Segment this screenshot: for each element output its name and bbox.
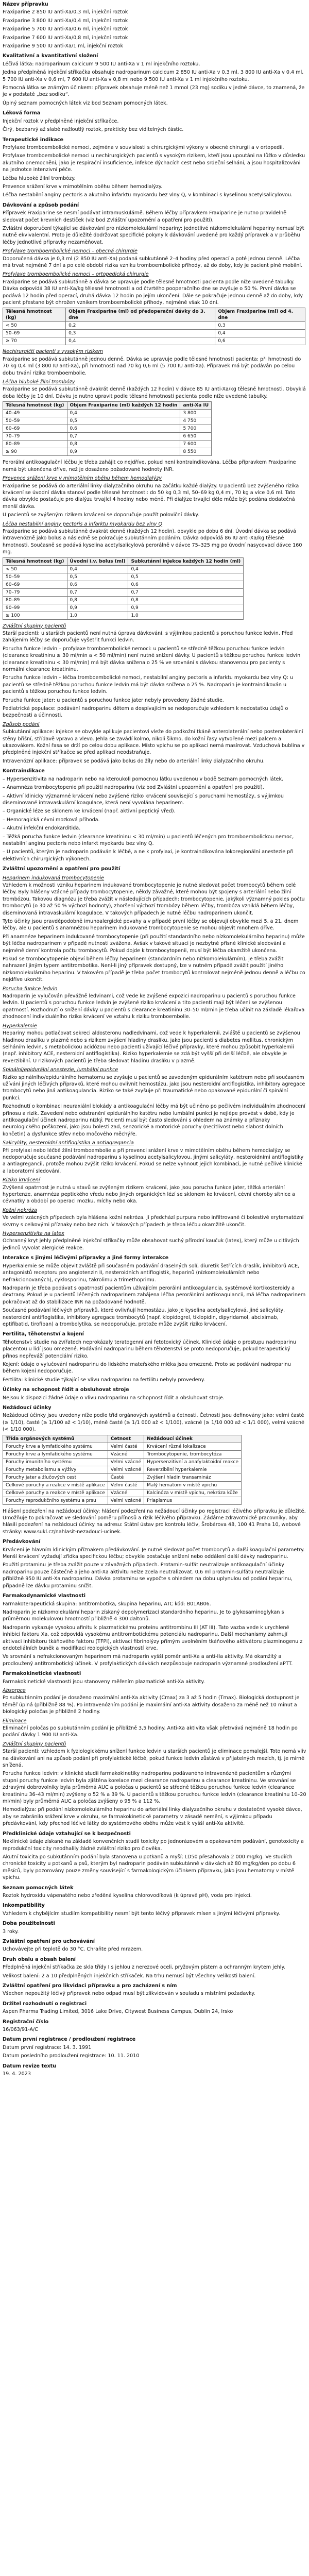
table-head bbox=[3, 557, 244, 565]
table-cell: 60–69 bbox=[3, 425, 67, 433]
paragraph: Použití protaminu je třeba zvážit pouze v závažných případech. Protamin-sulfát neutralizuje antikoagulační účinky nadroparinu pouze částečně a jeho anti-Xa aktivitu nelze zcela neutralizovat. 0,6 ml protamin-sulfátu neutralizuje přibližně 950 IU anti-Xa nadroparinu. Dávka protaminu se vypočte s ohledem na dobu uplynulou od podání heparinu, případně lze dávku protaminu snížit. bbox=[3, 1562, 293, 1589]
table-cell: 0,8 bbox=[67, 440, 180, 448]
table-header-cell: anti-Xa IU bbox=[180, 402, 212, 410]
table-cell: Vzácné bbox=[108, 1450, 144, 1458]
subheading: Zvláštní skupiny pacientů bbox=[3, 623, 66, 629]
subheading: Heparinem indukovaná trombocytopenie bbox=[3, 875, 105, 881]
table-row bbox=[3, 440, 212, 448]
paragraph: Uchovávejte při teplotě do 30 °C. Chraňte před mrazem. bbox=[3, 1946, 143, 1953]
section-heading: Nežádoucí účinky bbox=[3, 1405, 52, 1411]
table-cell: 8 550 bbox=[180, 448, 212, 456]
table-head bbox=[3, 1435, 242, 1443]
paragraph: Rozhodnutí o kombinaci neuraxiální blokády a antikoagulační léčby má být učiněno po pečlivém individuálním zhodnocení přínosu a rizik. Zavedení nebo odstranění epidurálního katétru nebo lumbální punkci je nejlépe provést v době, kdy je antikoagulační účinek nadroparinu nízký. Pacienti musí být často sledováni s ohledem na známky a příznaky neurologického poškození, jako jsou bolesti zad, senzorické a motorické poruchy (necitlivost nebo slabost dolních končetin) a dysfunkce střev nebo močového měchýře. bbox=[3, 1104, 305, 1137]
table-cell: 0,8 bbox=[67, 596, 128, 604]
paragraph: Krvácení je hlavním klinickým příznakem předávkování. Je nutné sledovat počet trombocytů a další koagulační parametry. Menší krvácení vyžadují zřídka specifickou léčbu; obvykle postačuje snížení nebo oddálení další dávky nadroparinu. bbox=[3, 1547, 305, 1560]
data-table bbox=[3, 557, 244, 620]
table-row bbox=[3, 1458, 242, 1466]
table-row bbox=[3, 410, 212, 417]
paragraph: Porucha funkce ledvin: v klinické studii farmakokinetiky nadroparinu podávaného intravenózně pacientům s různými stupni poruchy funkce ledvin byla zjištěna korelace mezi clearance nadroparinu a clearance kreatininu. Ve srovnání se zdravými dobrovolníky byla průměrná AUC a poločas u pacientů se středně těžkou poruchou funkce ledvin (clearance kreatininu 36–43 ml/min) zvýšeny o 52 % a 39 %. U pacientů s těžkou poruchou funkce ledvin (clearance kreatininu 10–20 ml/min) byly průměrná AUC a poločas zvýšeny o 95 % a 112 %. bbox=[3, 1771, 306, 1805]
paragraph: Profylaxe tromboembolické nemoci, zejména v souvislosti s chirurgickými výkony v obecné chirurgii a v ortopedii. bbox=[3, 144, 284, 150]
paragraph: Vzhledem k chybějícím studiím kompatibility nesmí být tento léčivý přípravek mísen s jinými léčivými přípravky. bbox=[3, 1910, 280, 1917]
paragraph: – Hemoragická cévní mozková příhoda. bbox=[3, 817, 100, 823]
table-row bbox=[3, 596, 244, 604]
paragraph: Subkutánní aplikace: injekce se obvykle aplikuje pacientovi vleže do podkožní tkáně anterolaterální nebo posterolaterální stěny břišní, střídavě vpravo a vlevo. Jehla se zavádí kolmo, nikoli šikmo, do kožní řasy vytvořené mezi palcem a ukazovákem. Kožní řasa se drží po celou dobu aplikace. Místo vpichu se po aplikaci nemá masírovat. Vzduchová bublina v předplněné injekční stříkačce se před aplikací neodstraňuje. bbox=[3, 729, 305, 756]
paragraph: 3 roky. bbox=[3, 1928, 19, 1935]
table-row bbox=[3, 322, 305, 330]
section-heading: Dávkování a způsob podání bbox=[3, 202, 79, 208]
table-cell: Trombocytopenie, trombocytóza bbox=[144, 1450, 242, 1458]
table-cell: 7 600 bbox=[180, 440, 212, 448]
table-cell: Poruchy metabolismu a výživy bbox=[3, 1466, 108, 1473]
paragraph: – Organické léze se sklonem ke krvácení (např. aktivní peptický vřed). bbox=[3, 808, 176, 815]
table-cell: 0,5 bbox=[67, 417, 180, 425]
paragraph: Profylaxe tromboembolické nemoci u nechirurgických pacientů s vysokým rizikem, kteří jsou upoutáni na lůžko v důsledku akutního onemocnění, jako je respirační insuficience, infekce dýchacích cest nebo srdeční selhání, a jsou hospitalizováni na jednotce intenzivní péče. bbox=[3, 153, 305, 173]
section-heading: Interakce s jinými léčivými přípravky a jiné formy interakce bbox=[3, 1255, 169, 1261]
paragraph: Eliminační poločas po subkutánním podání je přibližně 3,5 hodiny. Anti-Xa aktivita však přetrvává nejméně 18 hodin po podání dávky 1 900 IU anti-Xa. bbox=[3, 1725, 298, 1738]
table-cell: 5 700 bbox=[180, 425, 212, 433]
table-cell: Hypersenzitivní a anafylaktoidní reakce bbox=[144, 1458, 242, 1466]
table-row bbox=[3, 1473, 242, 1481]
table-cell: Reverzibilní hyperkalemie bbox=[144, 1466, 242, 1473]
table-cell: 40–49 bbox=[3, 410, 67, 417]
paragraph: Roztok hydroxidu vápenatého nebo zředěná kyselina chlorovodíková (k úpravě pH), voda pro injekci. bbox=[3, 1892, 252, 1899]
table-cell: 0,7 bbox=[67, 433, 180, 440]
table-cell: Kalcinóza v místě vpichu, nekróza kůže bbox=[144, 1489, 242, 1497]
subheading: Zvláštní skupiny pacientů bbox=[3, 1741, 66, 1747]
doc-section bbox=[3, 1902, 306, 1917]
paragraph: Zvláštní doporučení týkající se dávkování pro nízkomolekulární hepariny: jednotlivé nízkomolekulární hepariny nemusí být nutně ekvivalentní. Proto je důležité dodržovat specifické pokyny k dávkování uvedené pro každý přípravek a v průběhu léčby jednotlivé přípravky nezaměňovat. bbox=[3, 225, 304, 245]
table-body bbox=[3, 565, 244, 619]
paragraph: Při anamnéze heparinem indukované trombocytopenie (při použití standardního nebo nízkomolekulárního heparinu) může být léčba nadroparinem v případě nutnosti zvážena. Avšak v takové situaci je nezbytné přísné klinické sledování a nejméně denní kontrola počtu trombocytů. Pokud dojde k trombocytopenii, musí být léčba okamžitě ukončena. bbox=[3, 934, 305, 954]
table-cell: 80–89 bbox=[3, 596, 67, 604]
section-heading: Datum revize textu bbox=[3, 2063, 57, 2069]
doc-section bbox=[3, 202, 306, 765]
table-cell: Krvácení různé lokalizace bbox=[144, 1443, 242, 1450]
paragraph: Hlášení podezření na nežádoucí účinky: hlášení podezření na nežádoucí účinky po registraci léčivého přípravku je důležité. Umožňuje to pokračovat ve sledování poměru přínosů a rizik léčivého přípravku. Žádáme zdravotnické pracovníky, aby hlásili podezření na nežádoucí účinky na adresu: Státní ústav pro kontrolu léčiv, Šrobárova 48, 100 41 Praha 10, webové stránky: www.sukl.cz/nahlasit-nezadouci-ucinek. bbox=[3, 1508, 306, 1535]
section-heading: Farmakodynamické vlastnosti bbox=[3, 1593, 86, 1599]
paragraph: Nejsou k dispozici žádné údaje o vlivu nadroparinu na schopnost řídit a obsluhovat stroje. bbox=[3, 1395, 225, 1401]
table-cell: 0,4 bbox=[67, 410, 180, 417]
section-heading: Druh obalu a obsah balení bbox=[3, 1956, 76, 1962]
table-cell: 60–69 bbox=[3, 581, 67, 588]
paragraph: Akutní toxicita po subkutánním podání byla stanovena u potkanů a myší; LD50 přesahovala 2 000 mg/kg. Ve studiích chronické toxicity u potkanů a psů, kterým byl nadroparin podáván subkutánně v dávkách až 80 mg/kg/den po dobu 6 měsíců, byly pozorovány pouze změny související s farmakologickým účinkem přípravku, jako jsou hematomy v místě vpichu. bbox=[3, 1854, 296, 1881]
table-cell: 4 750 bbox=[180, 417, 212, 425]
table-row bbox=[3, 425, 212, 433]
doc-section bbox=[3, 1885, 306, 1900]
section-heading: Zvláštní opatření pro uchovávání bbox=[3, 1938, 95, 1944]
paragraph: Perorální antikoagulační léčbu je třeba zahájit co nejdříve, pokud není kontraindikována. Léčba přípravkem Fraxiparine nemá být ukončena dříve, než je dosaženo požadované hodnoty INR. bbox=[3, 460, 296, 472]
paragraph: 16/063/91-A/C bbox=[3, 2027, 38, 2033]
doc-section bbox=[3, 1670, 306, 1827]
table-cell: Malý hematom v místě vpichu bbox=[144, 1481, 242, 1489]
table-header-cell: Objem Fraxiparine (ml) od předoperační dávky do 3. dne bbox=[66, 308, 215, 322]
table-row bbox=[3, 573, 244, 581]
table-cell: 50–59 bbox=[3, 573, 67, 581]
table-head bbox=[3, 402, 212, 410]
paragraph: Těhotenství: studie na zvířatech neprokázaly teratogenní ani fetotoxický účinek. Klinické údaje o prostupu nadroparinu placentou u lidí jsou omezené. Podávání nadroparinu během těhotenství se proto nedoporučuje, pokud terapeutický přínos nepřeváží potenciální riziko. bbox=[3, 1339, 296, 1359]
table-cell: 6 650 bbox=[180, 433, 212, 440]
paragraph: Léčivá látka: nadroparinum calcicum 9 500 IU anti-Xa v 1 ml injekčního roztoku. bbox=[3, 61, 200, 67]
table-row bbox=[3, 1497, 242, 1504]
table-cell: Velmi časté bbox=[108, 1443, 144, 1450]
table-cell: 0,9 bbox=[67, 604, 128, 612]
table-row bbox=[3, 565, 244, 573]
section-heading: Předklinické údaje vztahující se k bezpečnosti bbox=[3, 1831, 131, 1837]
paragraph: Datum první registrace: 14. 3. 1991 bbox=[3, 2044, 92, 2050]
table-cell: 3 800 bbox=[180, 410, 212, 417]
table-cell: 0,2 bbox=[66, 322, 215, 330]
paragraph: Pediatrická populace: podávání nadroparinu dětem a dospívajícím se nedoporučuje vzhledem k nedostatku údajů o bezpečnosti a účinnosti. bbox=[3, 706, 288, 719]
table-row bbox=[3, 448, 212, 456]
paragraph: Všechen nepoužitý léčivý přípravek nebo odpad musí být zlikvidován v souladu s místními požadavky. bbox=[3, 1991, 255, 1997]
subheading: Hyperkalemie bbox=[3, 1023, 37, 1029]
section-heading: Název přípravku bbox=[3, 2, 48, 7]
doc-section bbox=[3, 1831, 306, 1882]
table-cell: 70–79 bbox=[3, 433, 67, 440]
table-cell: Celkové poruchy a reakce v místě aplikace bbox=[3, 1481, 108, 1489]
table-cell: 50–69 bbox=[3, 330, 66, 337]
doc-section bbox=[3, 1255, 306, 1328]
section-heading: Seznam pomocných látek bbox=[3, 1885, 74, 1891]
paragraph: Farmakoterapeutická skupina: antitrombotika, skupina heparinu, ATC kód: B01AB06. bbox=[3, 1601, 211, 1607]
paragraph: Nadroparin je třeba podávat s opatrností pacientům užívajícím perorální antikoagulancia, systémové kortikosteroidy a dextrany. Pokud je u pacientů léčených nadroparinem zahájena léčba perorálními antikoagulancii, má léčba nadroparinem pokračovat až do stabilizace INR na požadované hodnotě. bbox=[3, 1285, 306, 1305]
table-cell: 0,5 bbox=[67, 573, 128, 581]
doc-section bbox=[3, 1538, 306, 1589]
doc-section bbox=[3, 1331, 306, 1383]
table-header-row bbox=[3, 402, 212, 410]
table-header-cell: Třída orgánových systémů bbox=[3, 1435, 108, 1443]
table-cell: Celkové poruchy a reakce v místě aplikace bbox=[3, 1489, 108, 1497]
table-header-row bbox=[3, 557, 244, 565]
paragraph: Jedna předplněná injekční stříkačka obsahuje nadroparinum calcicum 2 850 IU anti-Xa v 0,3 ml, 3 800 IU anti-Xa v 0,4 ml, 5 700 IU anti-Xa v 0,6 ml, 7 600 IU anti-Xa v 0,8 ml nebo 9 500 IU anti-Xa v 1 ml injekčního roztoku. bbox=[3, 70, 304, 82]
table-header-cell: Tělesná hmotnost (kg) bbox=[3, 308, 66, 322]
section-heading: Doba použitelnosti bbox=[3, 1921, 55, 1927]
table-cell: 0,6 bbox=[215, 337, 305, 345]
table-cell: 0,3 bbox=[66, 330, 215, 337]
table-cell: 50–59 bbox=[3, 417, 67, 425]
table-cell: 0,6 bbox=[128, 581, 244, 588]
doc-section bbox=[3, 1386, 306, 1401]
paragraph: Po subkutánním podání je dosaženo maximální anti-Xa aktivity (Cmax) za 3 až 5 hodin (Tmax). Biologická dostupnost je téměř úplná (přibližně 88 %). Po intravenózním podání je maximální anti-Xa aktivity dosaženo za méně než 10 minut a biologický poločas je přibližně 2 hodiny. bbox=[3, 1695, 300, 1715]
doc-section bbox=[3, 2019, 306, 2033]
table-cell: 0,6 bbox=[67, 581, 128, 588]
paragraph: Nadroparin je vylučován převážně ledvinami, což vede ke zvýšené expozici nadroparinu u pacientů s poruchou funkce ledvin. U pacientů s poruchou funkce ledvin je zvýšené riziko krvácení a tito pacienti mají být léčeni se zvýšenou opatrností. Rozhodnutí o snížení dávky u pacientů s clearance kreatininu 30–50 ml/min je třeba učinit na základě lékařova zhodnocení individuálního rizika krvácení ve vztahu k riziku tromboembolie. bbox=[3, 993, 305, 1020]
table-header-cell: Četnost bbox=[108, 1435, 144, 1443]
paragraph: Fraxiparine 3 800 IU anti-Xa/0,4 ml, injekční roztok bbox=[3, 18, 128, 24]
table-cell: Poruchy jater a žlučových cest bbox=[3, 1473, 108, 1481]
table-cell: 0,9 bbox=[67, 448, 180, 456]
table-cell: Velmi vzácné bbox=[108, 1466, 144, 1473]
table-cell: ≥ 90 bbox=[3, 448, 67, 456]
paragraph: Tyto účinky jsou pravděpodobně imunoalergické povahy a v případě první léčby se objevují obvykle mezi 5. a 21. dnem léčby, ale u pacientů s anamnézou heparinem indukované trombocytopenie se mohou objevit mnohem dříve. bbox=[3, 919, 299, 931]
paragraph: Datum posledního prodloužení registrace: 10. 11. 2010 bbox=[3, 2053, 140, 2059]
paragraph: Injekční roztok v předplněné injekční stříkačce. bbox=[3, 118, 119, 124]
paragraph: Ve srovnání s nefrakcionovaným heparinem má nadroparin vyšší poměr anti-Xa a anti-IIa aktivity. Má okamžitý a prodloužený antitrombotický účinek. V profylaktických dávkách nezpůsobuje nadroparin významné prodloužení aPTT. bbox=[3, 1654, 293, 1667]
section-heading: Datum první registrace / prodloužení registrace bbox=[3, 2037, 136, 2043]
section-heading: Kontraindikace bbox=[3, 768, 45, 774]
table-cell: Vzácné bbox=[108, 1489, 144, 1497]
subheading: Způsob podání bbox=[3, 721, 40, 727]
doc-section bbox=[3, 1920, 306, 1935]
table-row bbox=[3, 1443, 242, 1450]
table-row bbox=[3, 1489, 242, 1497]
doc-section bbox=[3, 1982, 306, 1997]
paragraph: Hyperkalemie se může objevit zvláště při současném podávání draselných solí, diuretik šetřících draslík, inhibitorů ACE, antagonistů receptoru pro angiotenzin II, nesteroidních antiflogistik, heparinů (nízkomolekulárních nebo nefrakcionovaných), cyklosporinu, takrolimu a trimethoprimu. bbox=[3, 1263, 300, 1283]
subheading: Léčba nestabilní anginy pectoris a infarktu myokardu bez vlny Q bbox=[3, 521, 163, 527]
paragraph: Ve velmi vzácných případech byla hlášena kožní nekróza. Jí předchází purpura nebo infiltrované či bolestivé erytematózní skvrny s celkovými příznaky nebo bez nich. V takových případech je třeba léčbu okamžitě ukončit. bbox=[3, 1215, 304, 1228]
paragraph: – Hypersenzitivita na nadroparin nebo na kteroukoli pomocnou látku uvedenou v bodě Seznam pomocných látek. bbox=[3, 776, 284, 782]
table-cell: 0,4 bbox=[128, 565, 244, 573]
table-header-cell: Objem Fraxiparine (ml) od 4. dne bbox=[215, 308, 305, 322]
paragraph: Fraxiparine 9 500 IU anti-Xa/1 ml, injekční roztok bbox=[3, 43, 124, 49]
paragraph: Při profylaxi nebo léčbě žilní tromboembolie a při prevenci srážení krve v mimotělním oběhu během hemodialýzy se nedoporučuje současné podávání nadroparinu s kyselinou acetylsalicylovou, jinými salicyláty, nesteroidními antiflogistiky a antiagregancii, protože mohou zvýšit riziko krvácení. Pokud se nelze vyhnout jejich kombinaci, je nutné pečlivé klinické a laboratorní sledování. bbox=[3, 1147, 304, 1174]
table-cell: Priapismus bbox=[144, 1497, 242, 1504]
table-cell: Zvýšení hladin transamináz bbox=[144, 1473, 242, 1481]
paragraph: – Akutní infekční endokarditida. bbox=[3, 825, 81, 832]
table-cell: Poruchy imunitního systému bbox=[3, 1458, 108, 1466]
doc-section bbox=[3, 2036, 306, 2059]
paragraph: Fraxiparine se podává subkutánně dvakrát denně (každých 12 hodin), obvykle po dobu 6 dní. Úvodní dávka se podává intravenózně jako bolus a následně se pokračuje subkutánním podáním. Dávka odpovídá 86 IU anti-Xa/kg tělesné hmotnosti. Současně se podává kyselina acetylsalicylová perorálně v dávce 75–325 mg po úvodní nasycovací dávce 160 mg. bbox=[3, 528, 302, 555]
table-row bbox=[3, 330, 305, 337]
paragraph: Léčba nestabilní anginy pectoris a akutního infarktu myokardu bez vlny Q, v kombinaci s kyselinou acetylsalicylovou. bbox=[3, 192, 293, 198]
table-cell: 0,7 bbox=[128, 588, 244, 596]
subheading: Kožní nekróza bbox=[3, 1207, 37, 1213]
section-heading: Fertilita, těhotenství a kojení bbox=[3, 1331, 84, 1337]
paragraph: 19. 4. 2023 bbox=[3, 2071, 31, 2077]
table-row bbox=[3, 612, 244, 619]
table-body bbox=[3, 322, 305, 345]
table-row bbox=[3, 1481, 242, 1489]
table-row bbox=[3, 417, 212, 425]
document-body bbox=[3, 1, 306, 2077]
paragraph: U pacientů se zvýšeným rizikem krvácení se doporučuje použít poloviční dávky. bbox=[3, 512, 199, 518]
doc-section bbox=[3, 110, 306, 133]
paragraph: Fraxiparine se podává subkutánně dvakrát denně (každých 12 hodin) v dávce 85 IU anti-Xa/kg tělesné hmotnosti. Obvyklá doba léčby je 10 dní. Dávku je nutno upravit podle tělesné hmotnosti pacienta podle níže uvedené tabulky. bbox=[3, 386, 306, 399]
doc-section bbox=[3, 1404, 306, 1535]
data-table bbox=[3, 308, 305, 345]
paragraph: Fraxiparine 7 600 IU anti-Xa/0,8 ml, injekční roztok bbox=[3, 35, 128, 41]
subheading: Léčba hluboké žilní trombózy bbox=[3, 379, 75, 385]
table-row bbox=[3, 581, 244, 588]
table-cell: 0,4 bbox=[67, 565, 128, 573]
paragraph: – Aktivní klinicky významné krvácení nebo zvýšené riziko krvácení související s poruchami hemostázy, s výjimkou diseminované intravaskulární koagulace, která není vyvolána heparinem. bbox=[3, 793, 284, 806]
subheading: Riziko krvácení bbox=[3, 1177, 40, 1183]
paragraph: Prevence srážení krve v mimotělním oběhu během hemodialýzy. bbox=[3, 183, 163, 190]
paragraph: Hemodialýza: při podání nízkomolekulárního heparinu do arteriální linky dialyzačního okruhu v dostatečně vysoké dávce, aby se zabránilo srážení krve v okruhu, se farmakokinetické parametry v zásadě nemění, s výjimkou případu předávkování, kdy přechod léčivé látky do systémového oběhu může vést k vyšší anti-Xa aktivitě. bbox=[3, 1807, 302, 1827]
subheading: Spinální/epidurální anestezie, lumbální punkce bbox=[3, 1067, 118, 1073]
paragraph: – U pacientů, kterým je nadroparin podáván k léčbě, a ne k profylaxi, je kontraindikována lokoregionální anestezie při elektivních chirurgických výkonech. bbox=[3, 849, 294, 862]
paragraph: – Těžká porucha funkce ledvin (clearance kreatininu < 30 ml/min) u pacientů léčených pro tromboembolickou nemoc, nestabilní anginu pectoris nebo infarkt myokardu bez vlny Q. bbox=[3, 834, 294, 846]
paragraph: Fraxiparine se podává subkutánně jednou denně. Dávka se upravuje podle tělesné hmotnosti pacienta: při hmotnosti do 70 kg 0,4 ml (3 800 IU anti-Xa), při hmotnosti nad 70 kg 0,6 ml (5 700 IU anti-Xa). Přípravek má být podáván po celou dobu trvání rizika tromboembolie. bbox=[3, 356, 301, 376]
table-cell: 90–99 bbox=[3, 604, 67, 612]
subheading: Prevence srážení krve v mimotělním oběhu během hemodialýzy bbox=[3, 476, 162, 482]
table-header-row bbox=[3, 1435, 242, 1443]
subheading: Nechirurgičtí pacienti s vysokým rizikem bbox=[3, 349, 103, 355]
doc-section bbox=[3, 2001, 306, 2015]
section-heading: Zvláštní upozornění a opatření pro použití bbox=[3, 866, 121, 872]
paragraph: Aspen Pharma Trading Limited, 3016 Lake Drive, Citywest Business Campus, Dublin 24, Irsko bbox=[3, 2009, 233, 2015]
subheading: Absorpce bbox=[3, 1687, 26, 1693]
paragraph: Fraxiparine se podává subkutánně a dávka se upravuje podle tělesné hmotnosti pacienta podle níže uvedené tabulky. Dávka odpovídá 38 IU anti-Xa/kg tělesné hmotnosti a od čtvrtého pooperačního dne se zvyšuje o 50 %. První dávka se podává 12 hodin před operací, druhá dávka 12 hodin po jejím ukončení. Dále se pokračuje jednou denně až do doby, kdy pacient přestane být ohrožen vznikem tromboembolické příhody, nejméně však 10 dní. bbox=[3, 279, 303, 306]
table-cell: ≥ 100 bbox=[3, 612, 67, 619]
paragraph: Fertilita: klinické studie týkající se vlivu nadroparinu na fertilitu nebyly provedeny. bbox=[3, 1377, 205, 1383]
paragraph: Přípravek Fraxiparine se nesmí podávat intramuskulárně. Během léčby přípravkem Fraxiparine je nutno pravidelně sledovat počet krevních destiček (viz bod Zvláštní upozornění a opatření pro použití). bbox=[3, 210, 287, 223]
paragraph: Starší pacienti: u starších pacientů není nutná úprava dávkování, s výjimkou pacientů s poruchou funkce ledvin. Před zahájením léčby se doporučuje vyšetřit funkci ledvin. bbox=[3, 630, 293, 643]
table-cell: 0,8 bbox=[128, 596, 244, 604]
table-row bbox=[3, 1450, 242, 1458]
doc-section bbox=[3, 768, 306, 862]
table-row bbox=[3, 604, 244, 612]
doc-section bbox=[3, 137, 306, 199]
table-cell: Poruchy krve a lymfatického systému bbox=[3, 1450, 108, 1458]
table-cell: Velmi časté bbox=[108, 1481, 144, 1489]
subheading: Salicyláty, nesteroidní antiflogistika a antiagregancia bbox=[3, 1140, 134, 1146]
table-cell: Poruchy reprodukčního systému a prsu bbox=[3, 1497, 108, 1504]
paragraph: Čirý, bezbarvý až slabě nažloutlý roztok, prakticky bez viditelných částic. bbox=[3, 127, 184, 133]
table-header-cell: Tělesná hmotnost (kg) bbox=[3, 557, 67, 565]
doc-section bbox=[3, 1592, 306, 1667]
paragraph: Intravenózní aplikace: přípravek se podává jako bolus do žíly nebo do arteriální linky dialyzačního okruhu. bbox=[3, 758, 265, 764]
table-row bbox=[3, 588, 244, 596]
paragraph: Fraxiparine se podává do arteriální linky dialyzačního okruhu na začátku každé dialýzy. U pacientů bez zvýšeného rizika krvácení se úvodní dávka stanoví podle tělesné hmotnosti: do 50 kg 0,3 ml, 50–69 kg 0,4 ml, 70 kg a více 0,6 ml. Tato dávka obvykle postačuje pro dialýzu trvající 4 hodiny nebo méně. Při dialýze trvající déle může být podána dodatečná menší dávka. bbox=[3, 483, 299, 510]
table-cell: 0,4 bbox=[215, 330, 305, 337]
table-row bbox=[3, 433, 212, 440]
table-cell: Poruchy krve a lymfatického systému bbox=[3, 1443, 108, 1450]
subheading: Profylaxe tromboembolické nemoci – ortopedická chirurgie bbox=[3, 272, 149, 278]
table-row bbox=[3, 1466, 242, 1473]
table-row bbox=[3, 337, 305, 345]
paragraph: Úplný seznam pomocných látek viz bod Seznam pomocných látek. bbox=[3, 100, 168, 106]
section-heading: Držitel rozhodnutí o registraci bbox=[3, 2001, 87, 2007]
table-cell: 0,9 bbox=[128, 604, 244, 612]
table-cell: 0,7 bbox=[67, 588, 128, 596]
doc-section bbox=[3, 866, 306, 1251]
paragraph: Velikost balení: 2 a 10 předplněných injekčních stříkaček. Na trhu nemusí být všechny velikosti balení. bbox=[3, 1973, 256, 1979]
table-header-cell: Úvodní i.v. bolus (ml) bbox=[67, 557, 128, 565]
table-cell: 0,3 bbox=[215, 322, 305, 330]
paragraph: Zvýšená opatrnost je nutná u stavů se zvýšeným rizikem krvácení, jako jsou porucha funkce jater, těžká arteriální hypertenze, anamnéza peptického vředu nebo jiných organických lézí se sklonem ke krvácení, cévní choroby sítnice a cévnatky a období po operaci mozku, míchy nebo oka. bbox=[3, 1184, 296, 1205]
paragraph: Kojení: údaje o vylučování nadroparinu do lidského mateřského mléka jsou omezené. Proto se podávání nadroparinu během kojení nedoporučuje. bbox=[3, 1361, 291, 1375]
table-cell: Velmi vzácné bbox=[108, 1458, 144, 1466]
doc-section bbox=[3, 2063, 306, 2078]
table-body bbox=[3, 410, 212, 456]
paragraph: Porucha funkce ledvin – léčba tromboembolické nemoci, nestabilní anginy pectoris a infarktu myokardu bez vlny Q: u pacientů se středně těžkou poruchou funkce ledvin má být dávka snížena o 25 %. Nadroparin je kontraindikován u pacientů s těžkou poruchou funkce ledvin. bbox=[3, 675, 294, 695]
paragraph: Starší pacienti: vzhledem k fyziologickému snížení funkce ledvin u starších pacientů je eliminace pomalejší. Toto nemá vliv na dávkování ani na způsob podání při profylaktické léčbě, pokud funkce ledvin zůstává v přijatelných mezích, tj. je mírně snížená. bbox=[3, 1749, 306, 1769]
paragraph: Nadroparin vykazuje vysokou afinitu k plazmatickému proteinu antitrombinu III (AT III). Tato vazba vede k urychlené inhibici faktoru Xa, což odpovídá vysokému antitrombotickému potenciálu nadroparinu. Další mechanismy zahrnují aktivaci inhibitoru tkáňového faktoru (TFPI), aktivaci fibrinolýzy přímým uvolněním tkáňového aktivátoru plazminogenu z endoteliálních buněk a modifikaci reologických vlastností krve. bbox=[3, 1624, 303, 1651]
table-cell: 70–79 bbox=[3, 588, 67, 596]
paragraph: Nadroparin je nízkomolekulární heparin získaný depolymerizací standardního heparinu. Je to glykosaminoglykan s průměrnou molekulovou hmotností přibližně 4 300 daltonů. bbox=[3, 1609, 284, 1622]
section-heading: Léková forma bbox=[3, 110, 41, 116]
table-header-cell: Objem Fraxiparine (ml) každých 12 hodin bbox=[67, 402, 180, 410]
doc-section bbox=[3, 53, 306, 107]
paragraph: Pomocná látka se známým účinkem: přípravek obsahuje méně než 1 mmol (23 mg) sodíku v jedné dávce, to znamená, že je v podstatě „bez sodíku“. bbox=[3, 85, 305, 98]
paragraph: Léčba hluboké žilní trombózy. bbox=[3, 175, 76, 181]
doc-section bbox=[3, 1956, 306, 1979]
subheading: Hypersenzitivita na latex bbox=[3, 1231, 64, 1237]
section-heading: Účinky na schopnost řídit a obsluhovat stroje bbox=[3, 1387, 129, 1393]
paragraph: Vzhledem k možnosti vzniku heparinem indukované trombocytopenie je nutné sledovat počet trombocytů během celé léčby. Byly hlášeny vzácné případy trombocytopenie, někdy závažné, které mohou být spojeny s arteriální nebo žilní trombózou. Takovou diagnózu je třeba zvážit v následujících případech: trombocytopenie, jakýkoli významný pokles počtu trombocytů (o 30 až 50 % výchozí hodnoty), zhoršení výchozí trombózy během léčby, trombóza vzniklá během léčby, diseminovaná intravaskulární koagulace. V takových případech je nutné léčbu nadroparinem ukončit. bbox=[3, 882, 305, 916]
section-heading: Farmakokinetické vlastnosti bbox=[3, 1671, 81, 1677]
paragraph: Riziko spinálního/epidurálního hematomu se zvyšuje u pacientů se zavedeným epidurálním katétrem nebo při současném užívání jiných léčivých přípravků, které mohou ovlivnit hemostázu, jako jsou nesteroidní antiflogistika, inhibitory agregace trombocytů nebo jiná antikoagulancia. Riziko se také zvyšuje při traumatické nebo opakované epidurální či spinální punkci. bbox=[3, 1074, 305, 1101]
table-cell: 1,0 bbox=[128, 612, 244, 619]
table-body bbox=[3, 1443, 242, 1504]
paragraph: Fraxiparine 5 700 IU anti-Xa/0,6 ml, injekční roztok bbox=[3, 26, 128, 32]
paragraph: Předplněná injekční stříkačka ze skla třídy I s jehlou z nerezové oceli, pryžovým pístem a ochranným krytem jehly. bbox=[3, 1964, 285, 1971]
section-heading: Kvalitativní a kvantitativní složení bbox=[3, 53, 98, 59]
subheading: Profylaxe tromboembolické nemoci – obecná chirurgie bbox=[3, 248, 138, 255]
paragraph: Porucha funkce ledvin – profylaxe tromboembolické nemoci: u pacientů se středně těžkou poruchou funkce ledvin (clearance kreatininu ≥ 30 ml/min a < 50 ml/min) není nutné snížení dávky. U pacientů s těžkou poruchou funkce ledvin (clearance kreatininu < 30 ml/min) má být dávka snížena o 25 % ve srovnání s dávkou stanovenou pro pacienty s normální clearance kreatininu. bbox=[3, 646, 301, 672]
table-header-cell: Nežádoucí účinek bbox=[144, 1435, 242, 1443]
table-header-cell: Subkutánní injekce každých 12 hodin (ml) bbox=[128, 557, 244, 565]
table-header-row bbox=[3, 308, 305, 322]
doc-section bbox=[3, 1938, 306, 1953]
paragraph: Farmakokinetické vlastnosti jsou stanoveny měřením plazmatické anti-Xa aktivity. bbox=[3, 1679, 205, 1685]
doc-section bbox=[3, 1, 306, 49]
section-heading: Registrační číslo bbox=[3, 2019, 49, 2025]
table-header-cell: Tělesná hmotnost (kg) bbox=[3, 402, 67, 410]
subheading: Eliminace bbox=[3, 1718, 27, 1724]
table-cell: 0,5 bbox=[128, 573, 244, 581]
paragraph: Současné podávání léčivých přípravků, které ovlivňují hemostázu, jako je kyselina acetylsalicylová, jiné salicyláty, nesteroidní antiflogistika, inhibitory agregace trombocytů (např. klopidogrel, tiklopidin, dipyridamol, abciximab, eptifibatid, tirofiban) a trombolytika, se nedoporučuje, protože může zvýšit riziko krvácení. bbox=[3, 1308, 285, 1327]
table-cell: Časté bbox=[108, 1473, 144, 1481]
section-heading: Předávkování bbox=[3, 1539, 41, 1545]
paragraph: Ochranný kryt jehly předplněné injekční stříkačky může obsahovat suchý přírodní kaučuk (latex), který může u citlivých jedinců vyvolat alergické reakce. bbox=[3, 1238, 299, 1251]
table-cell: < 50 bbox=[3, 565, 67, 573]
data-table bbox=[3, 1435, 242, 1505]
table-cell: 1,0 bbox=[67, 612, 128, 619]
section-heading: Terapeutické indikace bbox=[3, 137, 64, 143]
paragraph: Neklinické údaje získané na základě konvenčních studií toxicity po jednorázovém a opakovaném podávání, genotoxicity a reprodukční toxicity neodhalily žádné zvláštní riziko pro člověka. bbox=[3, 1839, 304, 1852]
table-cell: 0,6 bbox=[67, 425, 180, 433]
paragraph: Fraxiparine 2 850 IU anti-Xa/0,3 ml, injekční roztok bbox=[3, 9, 128, 15]
paragraph: Hepariny mohou potlačovat sekreci aldosteronu nadledvinami, což vede k hyperkalemii, zvláště u pacientů se zvýšenou hladinou draslíku v plazmě nebo s rizikem zvýšení hladiny draslíku, jako jsou pacienti s diabetes mellitus, chronickým selháním ledvin, s metabolickou acidózou nebo pacienti užívající léčivé přípravky, které mohou způsobit hyperkalemii (např. inhibitory ACE, nesteroidní antiflogistika). Riziko hyperkalemie se zdá být vyšší při delší léčbě, ale obvykle je reverzibilní. U rizikových pacientů je třeba sledovat hladinu draslíku v plazmě. bbox=[3, 1030, 300, 1064]
paragraph: Nežádoucí účinky jsou uvedeny níže podle tříd orgánových systémů a četnosti. Četnosti jsou definovány jako: velmi časté (≥ 1/10), časté (≥ 1/100 až < 1/10), méně časté (≥ 1/1 000 až < 1/100), vzácné (≥ 1/10 000 až < 1/1 000), velmi vzácné (< 1/10 000). bbox=[3, 1413, 304, 1433]
paragraph: – Anamnéza trombocytopenie při použití nadroparinu (viz bod Zvláštní upozornění a opatření pro použití). bbox=[3, 785, 264, 791]
paragraph: Doporučená dávka je 0,3 ml (2 850 IU anti-Xa) podaná subkutánně 2–4 hodiny před operací a poté jednou denně. Léčba má trvat nejméně 7 dní a po celé období rizika vzniku tromboembolické příhody, až do doby, kdy je pacient plně mobilní. bbox=[3, 256, 303, 268]
table-cell: < 50 bbox=[3, 322, 66, 330]
section-heading: Inkompatibility bbox=[3, 1903, 45, 1909]
paragraph: Pokud se trombocytopenie objeví během léčby heparinem (standardním nebo nízkomolekulárním), je třeba zvážit nahrazení jiným typem antitrombotika. Není-li jiný přípravek dostupný, lze v nutném případě zvážit použití jiného nízkomolekulárního heparinu. V takovém případě je třeba počet trombocytů kontrolovat nejméně jednou denně a léčbu co nejdříve ukončit. bbox=[3, 956, 305, 983]
table-cell: 80–89 bbox=[3, 440, 67, 448]
table-head bbox=[3, 308, 305, 322]
paragraph: Porucha funkce jater: u pacientů s poruchou funkce jater nebyly provedeny žádné studie. bbox=[3, 697, 224, 703]
table-cell: 0,4 bbox=[66, 337, 215, 345]
subheading: Porucha funkce ledvin bbox=[3, 986, 58, 992]
data-table bbox=[3, 401, 212, 456]
section-heading: Zvláštní opatření pro likvidaci přípravku a pro zacházení s ním bbox=[3, 1983, 177, 1989]
table-cell: Velmi vzácné bbox=[108, 1497, 144, 1504]
table-cell: ≥ 70 bbox=[3, 337, 66, 345]
